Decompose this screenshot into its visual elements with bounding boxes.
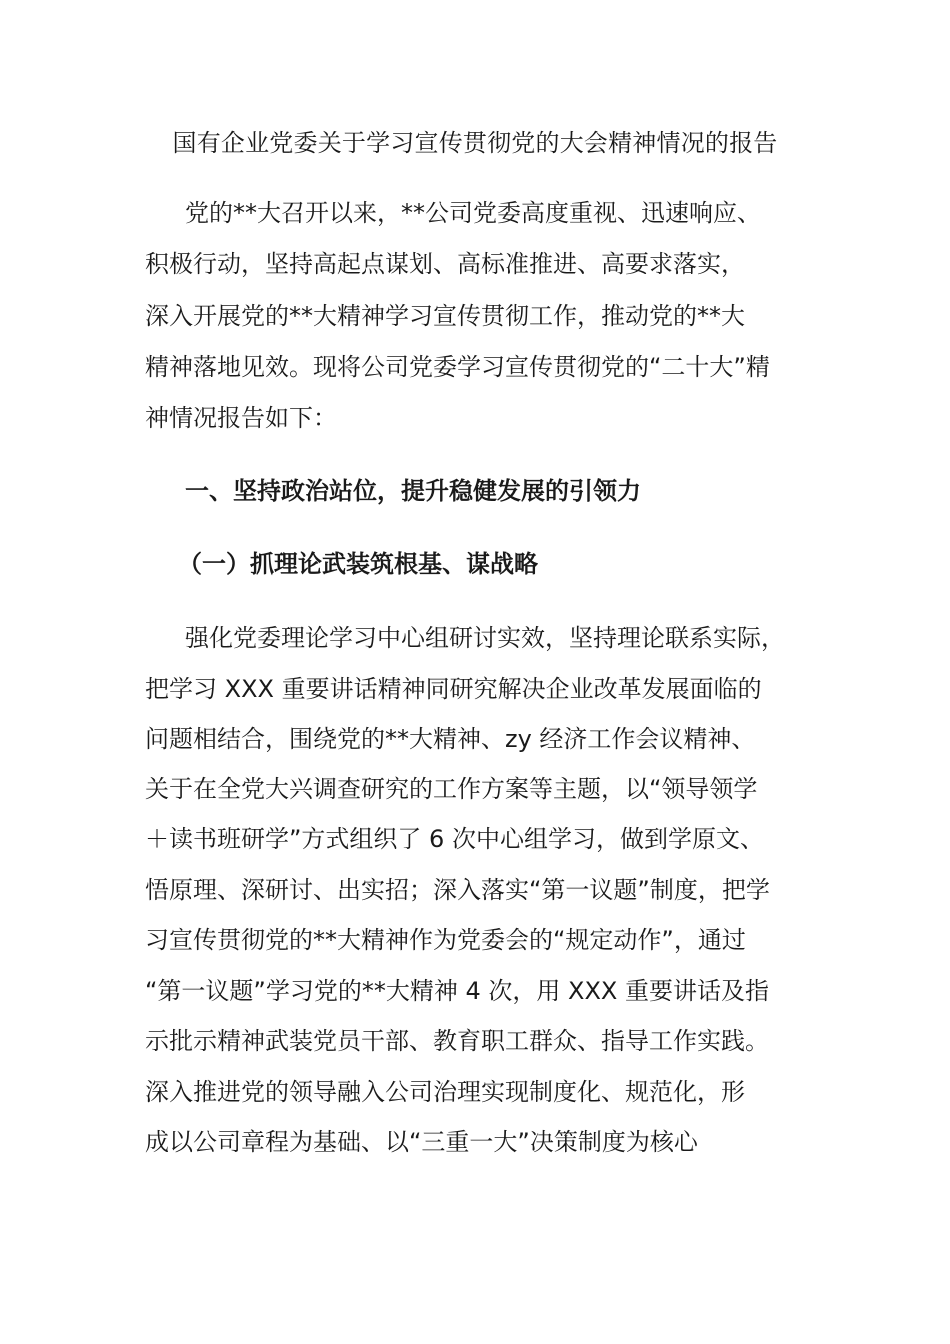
body-line: “第一议题”学习党的**大精神 4 次，用 XXX 重要讲话及指 bbox=[145, 977, 769, 1005]
body-line: 关于在全党大兴调查研究的工作方案等主题，以“领导领学 bbox=[145, 775, 758, 803]
intro-line: 精神落地见效。现将公司党委学习宣传贯彻党的“二十大”精 bbox=[145, 353, 770, 381]
body-line: 把学习 XXX 重要讲话精神同研究解决企业改革发展面临的 bbox=[145, 675, 762, 703]
section-heading: 一、坚持政治站位，提升稳健发展的引领力 bbox=[185, 477, 641, 505]
body-line: 示批示精神武装党员干部、教育职工群众、指导工作实践。 bbox=[145, 1027, 769, 1055]
intro-line: 党的**大召开以来，**公司党委高度重视、迅速响应、 bbox=[185, 199, 761, 227]
intro-line: 深入开展党的**大精神学习宣传贯彻工作，推动党的**大 bbox=[145, 302, 745, 330]
body-line: 悟原理、深研讨、出实招；深入落实“第一议题”制度，把学 bbox=[145, 876, 770, 904]
body-line: ＋读书班研学”方式组织了 6 次中心组学习，做到学原文、 bbox=[145, 825, 764, 853]
document-title: 国有企业党委关于学习宣传贯彻党的大会精神情况的报告 bbox=[172, 129, 778, 157]
intro-line: 积极行动，坚持高起点谋划、高标准推进、高要求落实， bbox=[145, 250, 745, 278]
body-line: 问题相结合，围绕党的**大精神、zy 经济工作会议精神、 bbox=[145, 725, 756, 753]
body-line: 成以公司章程为基础、以“三重一大”决策制度为核心 bbox=[145, 1128, 698, 1156]
subsection-heading: （一）抓理论武装筑根基、谋战略 bbox=[178, 550, 538, 578]
intro-line: 神情况报告如下： bbox=[145, 404, 337, 432]
body-line: 深入推进党的领导融入公司治理实现制度化、规范化，形 bbox=[145, 1078, 745, 1106]
body-line: 习宣传贯彻党的**大精神作为党委会的“规定动作”，通过 bbox=[145, 926, 746, 954]
body-line: 强化党委理论学习中心组研讨实效，坚持理论联系实际， bbox=[185, 624, 785, 652]
